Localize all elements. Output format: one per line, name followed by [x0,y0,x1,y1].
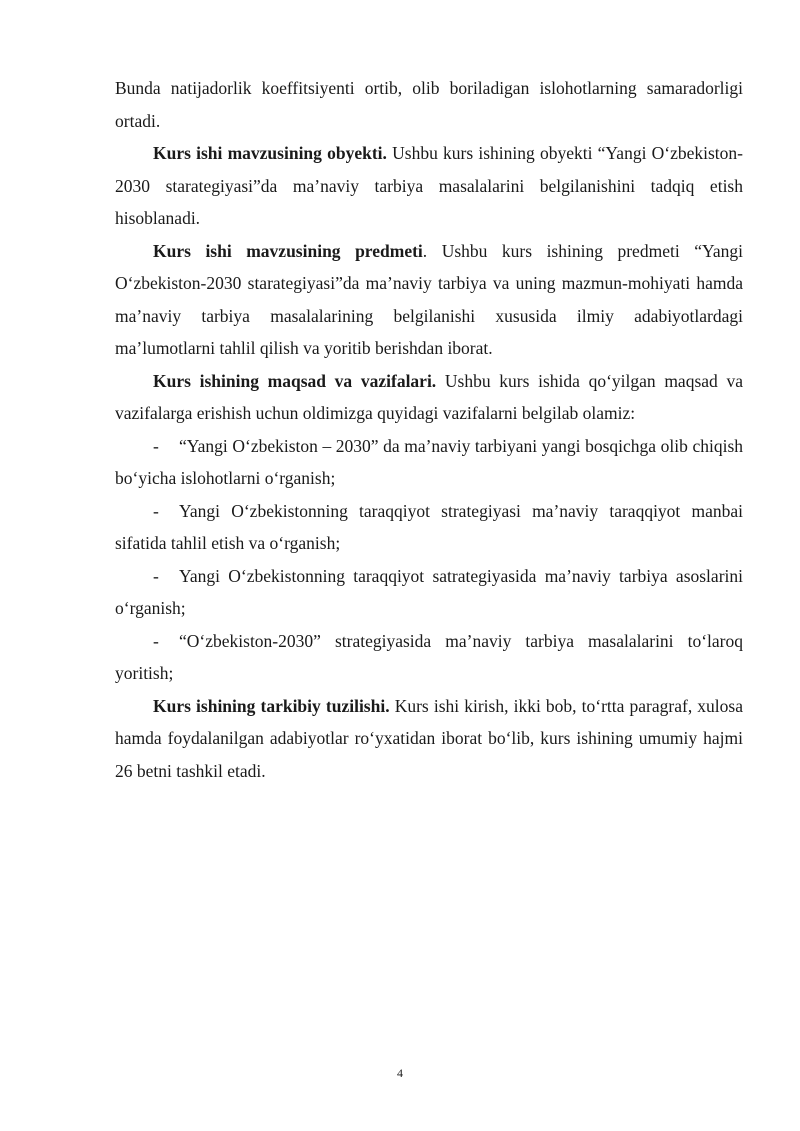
document-body [115,72,743,787]
paragraph-object [115,137,743,235]
paragraph-subject [115,235,743,365]
text-structure: Kurs ishi kirish, ikki bob, to‘rtta paragraf, xulosa hamda foydalanilgan adabiyotlar ro‘yxatidan iborat bo‘lib, kurs ishining umumiy hajmi 26 betni tashkil etadi. [115,695,743,781]
heading-goals: Kurs ishining maqsad va vazifalari. [153,370,437,391]
bullet-dash: - [153,630,159,651]
paragraph-goals [115,365,743,430]
list-item-text: Yangi O‘zbekistonning taraqqiyot strategiyasi ma’naviy taraqqiyot manbai sifatida tahlil etish va o‘rganish; [115,500,743,553]
list-item-text: “Yangi O‘zbekiston – 2030” da ma’naviy tarbiyani yangi bosqichga olib chiqish bo‘yicha islohotlarni o‘rganish; [115,435,743,488]
bullet-dash: - [153,435,159,456]
list-item-text: “O‘zbekiston-2030” strategiyasida ma’naviy tarbiya masalalarini to‘laroq yoritish; [115,630,743,683]
text-goals: Ushbu kurs ishida qo‘yilgan maqsad va vazifalarga erishish uchun oldimizga quyidagi vazifalarni belgilab olamiz: [115,370,743,423]
paragraph-intro: Bunda natijadorlik koeffitsiyenti ortib, olib boriladigan islohotlarning samaradorligi ortadi. [115,78,743,131]
bullet-dash: - [153,500,159,521]
heading-subject: Kurs ishi mavzusining predmeti [153,240,423,261]
page-number: 4 [397,1066,403,1080]
list-item [115,495,743,560]
bullet-dash: - [153,565,159,586]
paragraph-structure [115,690,743,788]
list-item [115,560,743,625]
list-item-text: Yangi O‘zbekistonning taraqqiyot satrategiyasida ma’naviy tarbiya asoslarini o‘rganish; [115,565,743,618]
heading-object: Kurs ishi mavzusining obyekti. [153,143,387,163]
text-object: Ushbu kurs ishining obyekti “Yangi O‘zbekiston-2030 starategiyasi”da ma’naviy tarbiya masalalarini belgilanishini tadqiq etish hisoblanadi. [115,143,743,228]
list-item [115,625,743,690]
text-subject: . Ushbu kurs ishining predmeti “Yangi O‘zbekiston-2030 starategiyasi”da ma’naviy tarbiya va uning mazmun-mohiyati hamda ma’naviy tarbiya masalalarining belgilanishi xususida ilmiy adabiyotlardagi ma’lumotlarni tahlil qilish va yoritib berishdan iborat. [115,240,743,358]
heading-structure: Kurs ishining tarkibiy tuzilishi. [153,695,390,716]
list-item [115,430,743,495]
